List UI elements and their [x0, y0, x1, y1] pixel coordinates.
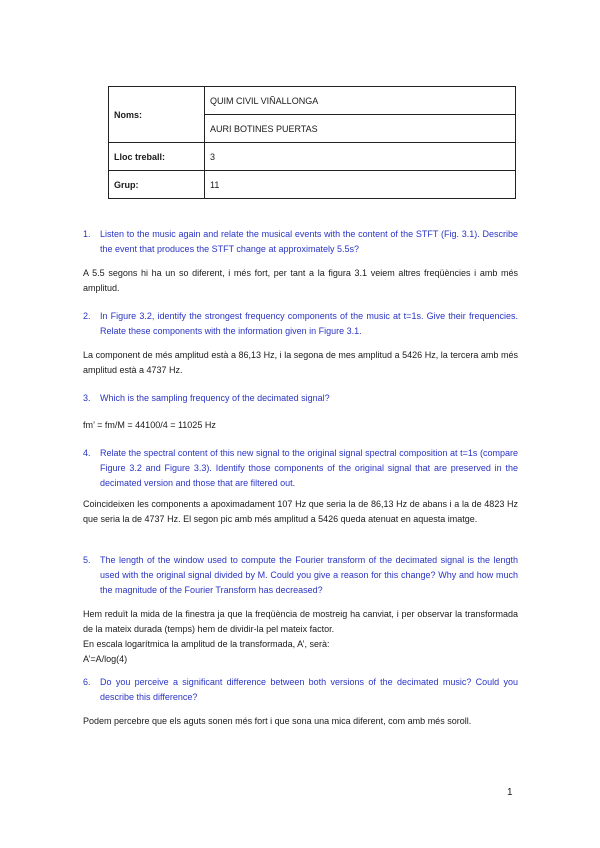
group-value: 11 [205, 171, 516, 199]
answer-paragraph: La component de més amplitud està a 86,13 Hz, i la segona de mes amplitud a 5426 Hz, la tercera amb més amplitud està a 4737 Hz. [83, 350, 518, 375]
question-4 [83, 446, 518, 491]
workplace-label: Lloc treball: [109, 143, 205, 171]
answer-4 [83, 497, 518, 527]
answer-paragraph: Hem reduït la mida de la finestra ja que la freqüència de mostreig ha canviat, i per observar la transformada de la mateix durada (temps) hem de dividir-la pel mateix factor. [83, 609, 518, 634]
page-number: 1 [507, 787, 513, 798]
answer-2 [83, 348, 518, 378]
answer-5 [83, 607, 518, 667]
question-text: In Figure 3.2, identify the strongest frequency components of the music at t=1s. Give their frequencies. Relate these components with the information given in Figure 3.1. [100, 311, 518, 336]
question-text: Relate the spectral content of this new signal to the original signal spectral composition at t=1s (compare Figure 3.2 and Figure 3.3). Identify those components of the original signal that are preserved in the decimated version and those that are filtered out. [100, 448, 518, 488]
name-2: AURI BOTINES PUERTAS [205, 115, 516, 143]
question-number: 5. [83, 555, 91, 565]
question-text: Listen to the music again and relate the musical events with the content of the STFT (Fig. 3.1). Describe the event that produces the STFT change at approximately 5.5s? [100, 229, 518, 254]
question-text: Do you perceive a significant difference between both versions of the decimated music? Could you describe this difference? [100, 677, 518, 702]
question-number: 3. [83, 393, 91, 403]
question-number: 2. [83, 311, 91, 321]
question-5 [83, 553, 518, 598]
answer-1 [83, 266, 518, 296]
question-number: 6. [83, 677, 91, 687]
question-number: 4. [83, 448, 91, 458]
question-6 [83, 675, 518, 705]
group-label: Grup: [109, 171, 205, 199]
question-text: Which is the sampling frequency of the decimated signal? [100, 393, 330, 403]
question-3 [83, 391, 518, 406]
answer-paragraph: A’=A/log(4) [83, 654, 128, 664]
workplace-value: 3 [205, 143, 516, 171]
answer-6 [83, 714, 518, 729]
name-1: QUIM CIVIL VIÑALLONGA [205, 87, 516, 115]
answer-3 [83, 418, 518, 433]
names-label: Noms: [109, 87, 205, 143]
question-text: The length of the window used to compute the Fourier transform of the decimated signal is the length used with the original signal divided by M. Could you give a reason for this change? Why and how much the magnitude of the Fourier Transform has decreased? [100, 555, 518, 595]
answer-paragraph: Podem percebre que els aguts sonen més fort i que sona una mica diferent, com amb més soroll. [83, 716, 472, 726]
question-1 [83, 227, 518, 257]
answer-paragraph: A 5.5 segons hi ha un so diferent, i més fort, per tant a la figura 3.1 veiem altres freqüències i amb més amplitud. [83, 268, 518, 293]
question-2 [83, 309, 518, 339]
answer-paragraph: fm’ = fm/M = 44100/4 = 11025 Hz [83, 420, 216, 430]
student-info-table [108, 86, 516, 199]
question-number: 1. [83, 229, 91, 239]
answer-paragraph: En escala logarítmica la amplitud de la transformada, A’, serà: [83, 639, 330, 649]
answer-paragraph: Coincideixen les components a apoximadament 107 Hz que seria la de 86,13 Hz de abans i a la de 4823 Hz que seria la de 4737 Hz. El segon pic amb més amplitud a 5426 queda atenuat en aquesta imatge. [83, 499, 518, 524]
